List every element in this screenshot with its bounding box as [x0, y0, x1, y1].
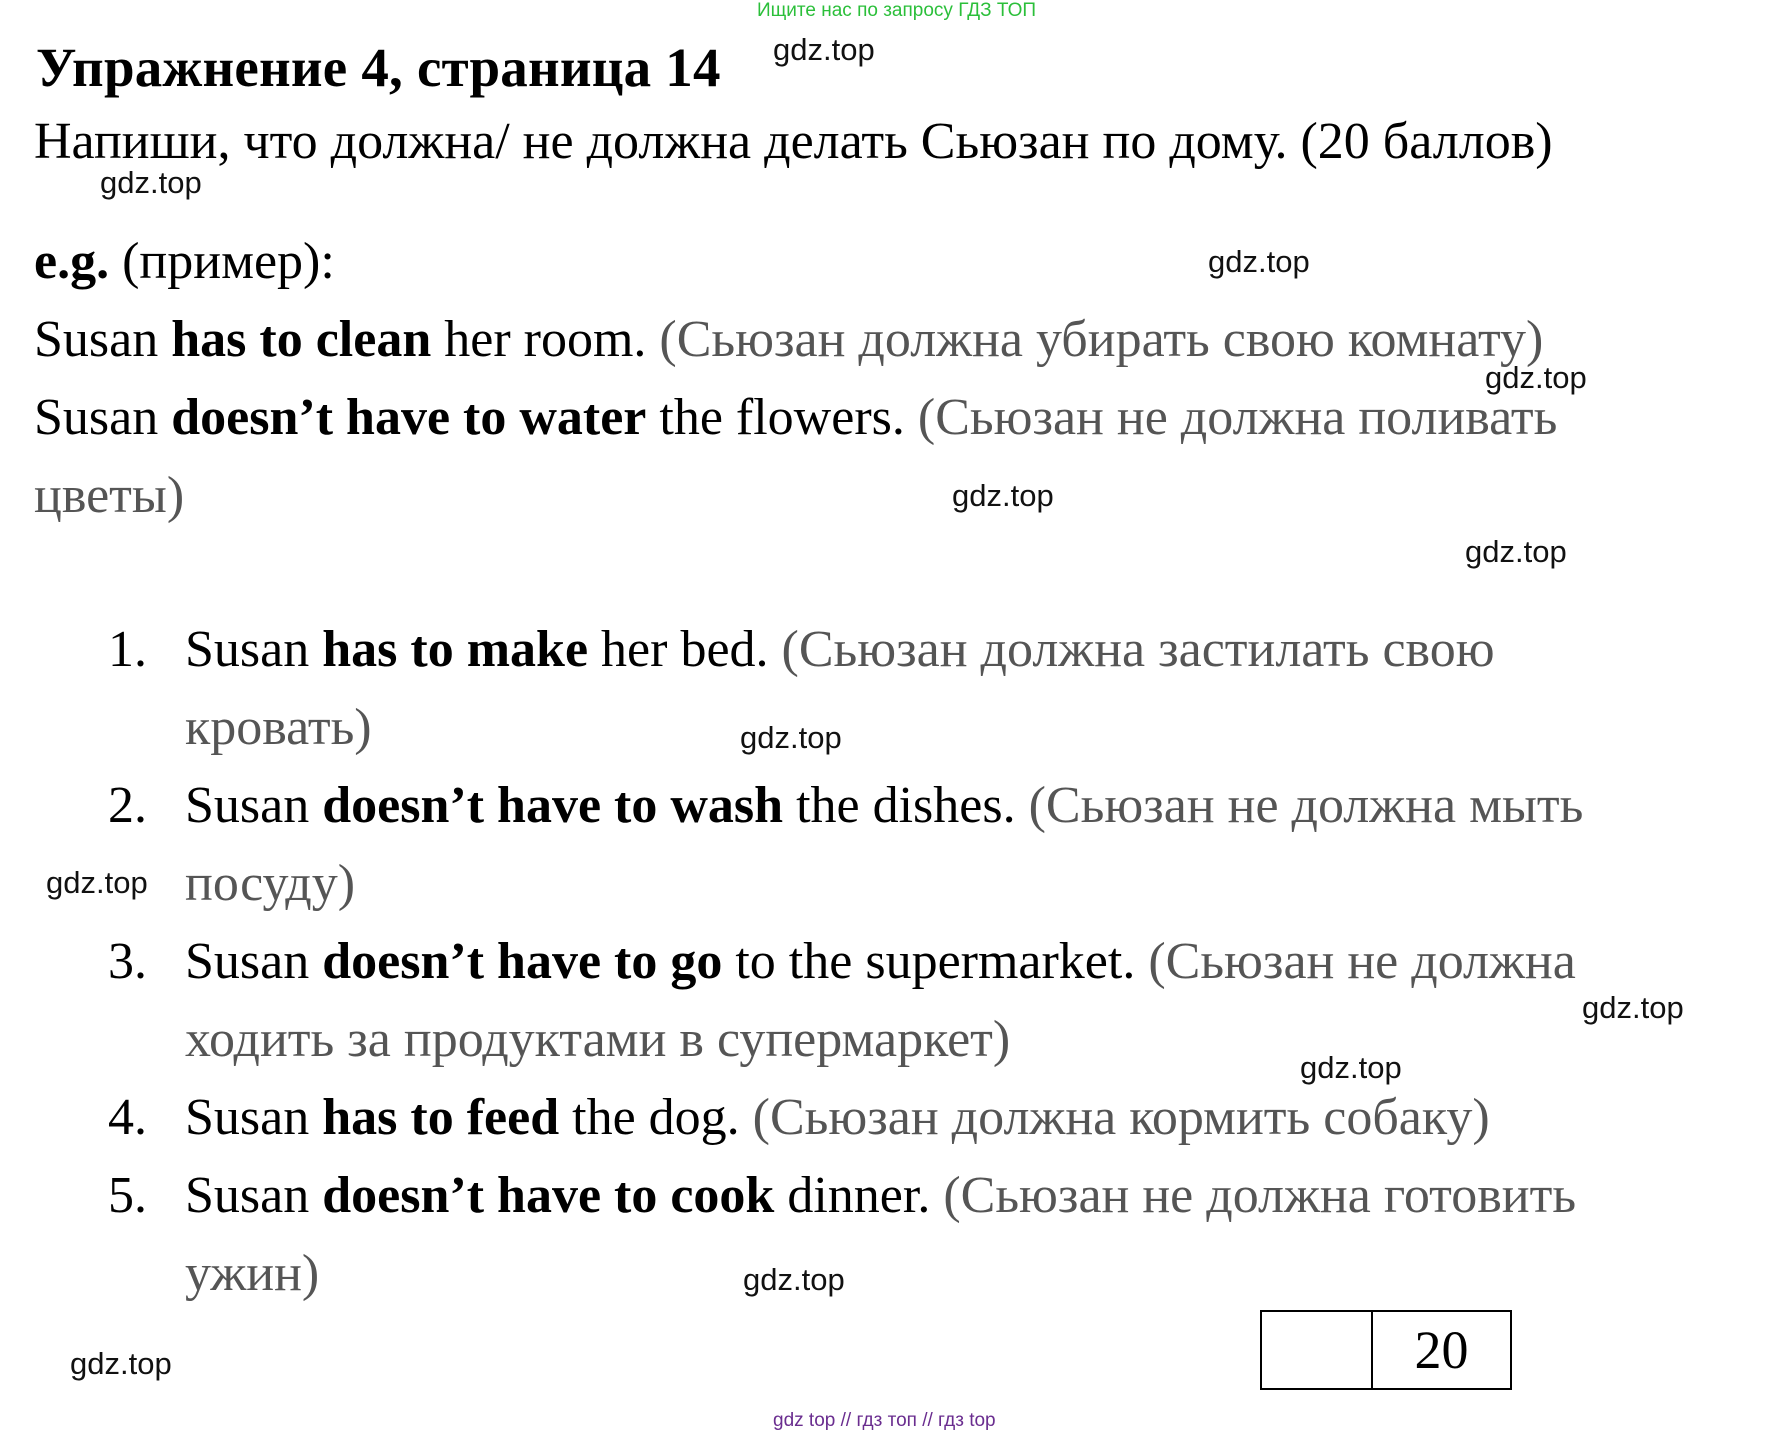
item-number: 3.	[108, 933, 147, 990]
watermark: gdz.top	[773, 32, 875, 67]
score-value: 20	[1414, 1320, 1469, 1380]
example-sentence: Susan has to clean her room. (Сьюзан должна убирать свою комнату)	[34, 311, 1544, 368]
top-banner: Ищите нас по запросу ГДЗ ТОП	[757, 0, 1037, 21]
list-item: Susan doesn’t have to wash the dishes. (Сьюзан не должна мыть	[185, 777, 1584, 834]
item-number: 2.	[108, 777, 147, 834]
item-number: 1.	[108, 621, 147, 678]
list-item: Susan has to make her bed. (Сьюзан должна застилать свою	[185, 621, 1495, 678]
watermark: gdz.top	[952, 478, 1054, 513]
watermark: gdz.top	[1465, 534, 1567, 569]
list-item: Susan doesn’t have to cook dinner. (Сьюзан не должна готовить	[185, 1167, 1577, 1224]
example-continuation: цветы)	[34, 467, 185, 524]
item-number: 5.	[108, 1167, 147, 1224]
watermark: gdz.top	[1208, 244, 1310, 279]
watermark: gdz.top	[70, 1346, 172, 1381]
watermark: gdz.top	[1485, 360, 1587, 395]
list-item: Susan doesn’t have to go to the supermarket. (Сьюзан не должна	[185, 933, 1576, 990]
page-title: Упражнение 4, страница 14	[36, 37, 721, 98]
example-sentence: Susan doesn’t have to water the flowers. (Сьюзан не должна поливать	[34, 389, 1558, 446]
list-item-continuation: ужин)	[185, 1245, 320, 1302]
watermark: gdz.top	[740, 720, 842, 755]
example-label: e.g. (пример):	[34, 233, 335, 290]
list-item-continuation: ходить за продуктами в супермаркет)	[185, 1011, 1011, 1068]
score-box	[1260, 1310, 1512, 1390]
footer-watermark: gdz top // гдз топ // гдз top	[773, 1410, 996, 1431]
watermark: gdz.top	[46, 865, 148, 900]
watermark: gdz.top	[743, 1262, 845, 1297]
watermark: gdz.top	[1582, 990, 1684, 1025]
watermark: gdz.top	[1300, 1050, 1402, 1085]
score-empty-cell	[1262, 1312, 1373, 1388]
watermark: gdz.top	[100, 165, 202, 200]
list-item: Susan has to feed the dog. (Сьюзан должна кормить собаку)	[185, 1089, 1490, 1146]
list-item-continuation: посуду)	[185, 855, 356, 912]
list-item-continuation: кровать)	[185, 699, 372, 756]
instruction: Напиши, что должна/ не должна делать Сьюзан по дому. (20 баллов)	[34, 113, 1553, 170]
item-number: 4.	[108, 1089, 147, 1146]
